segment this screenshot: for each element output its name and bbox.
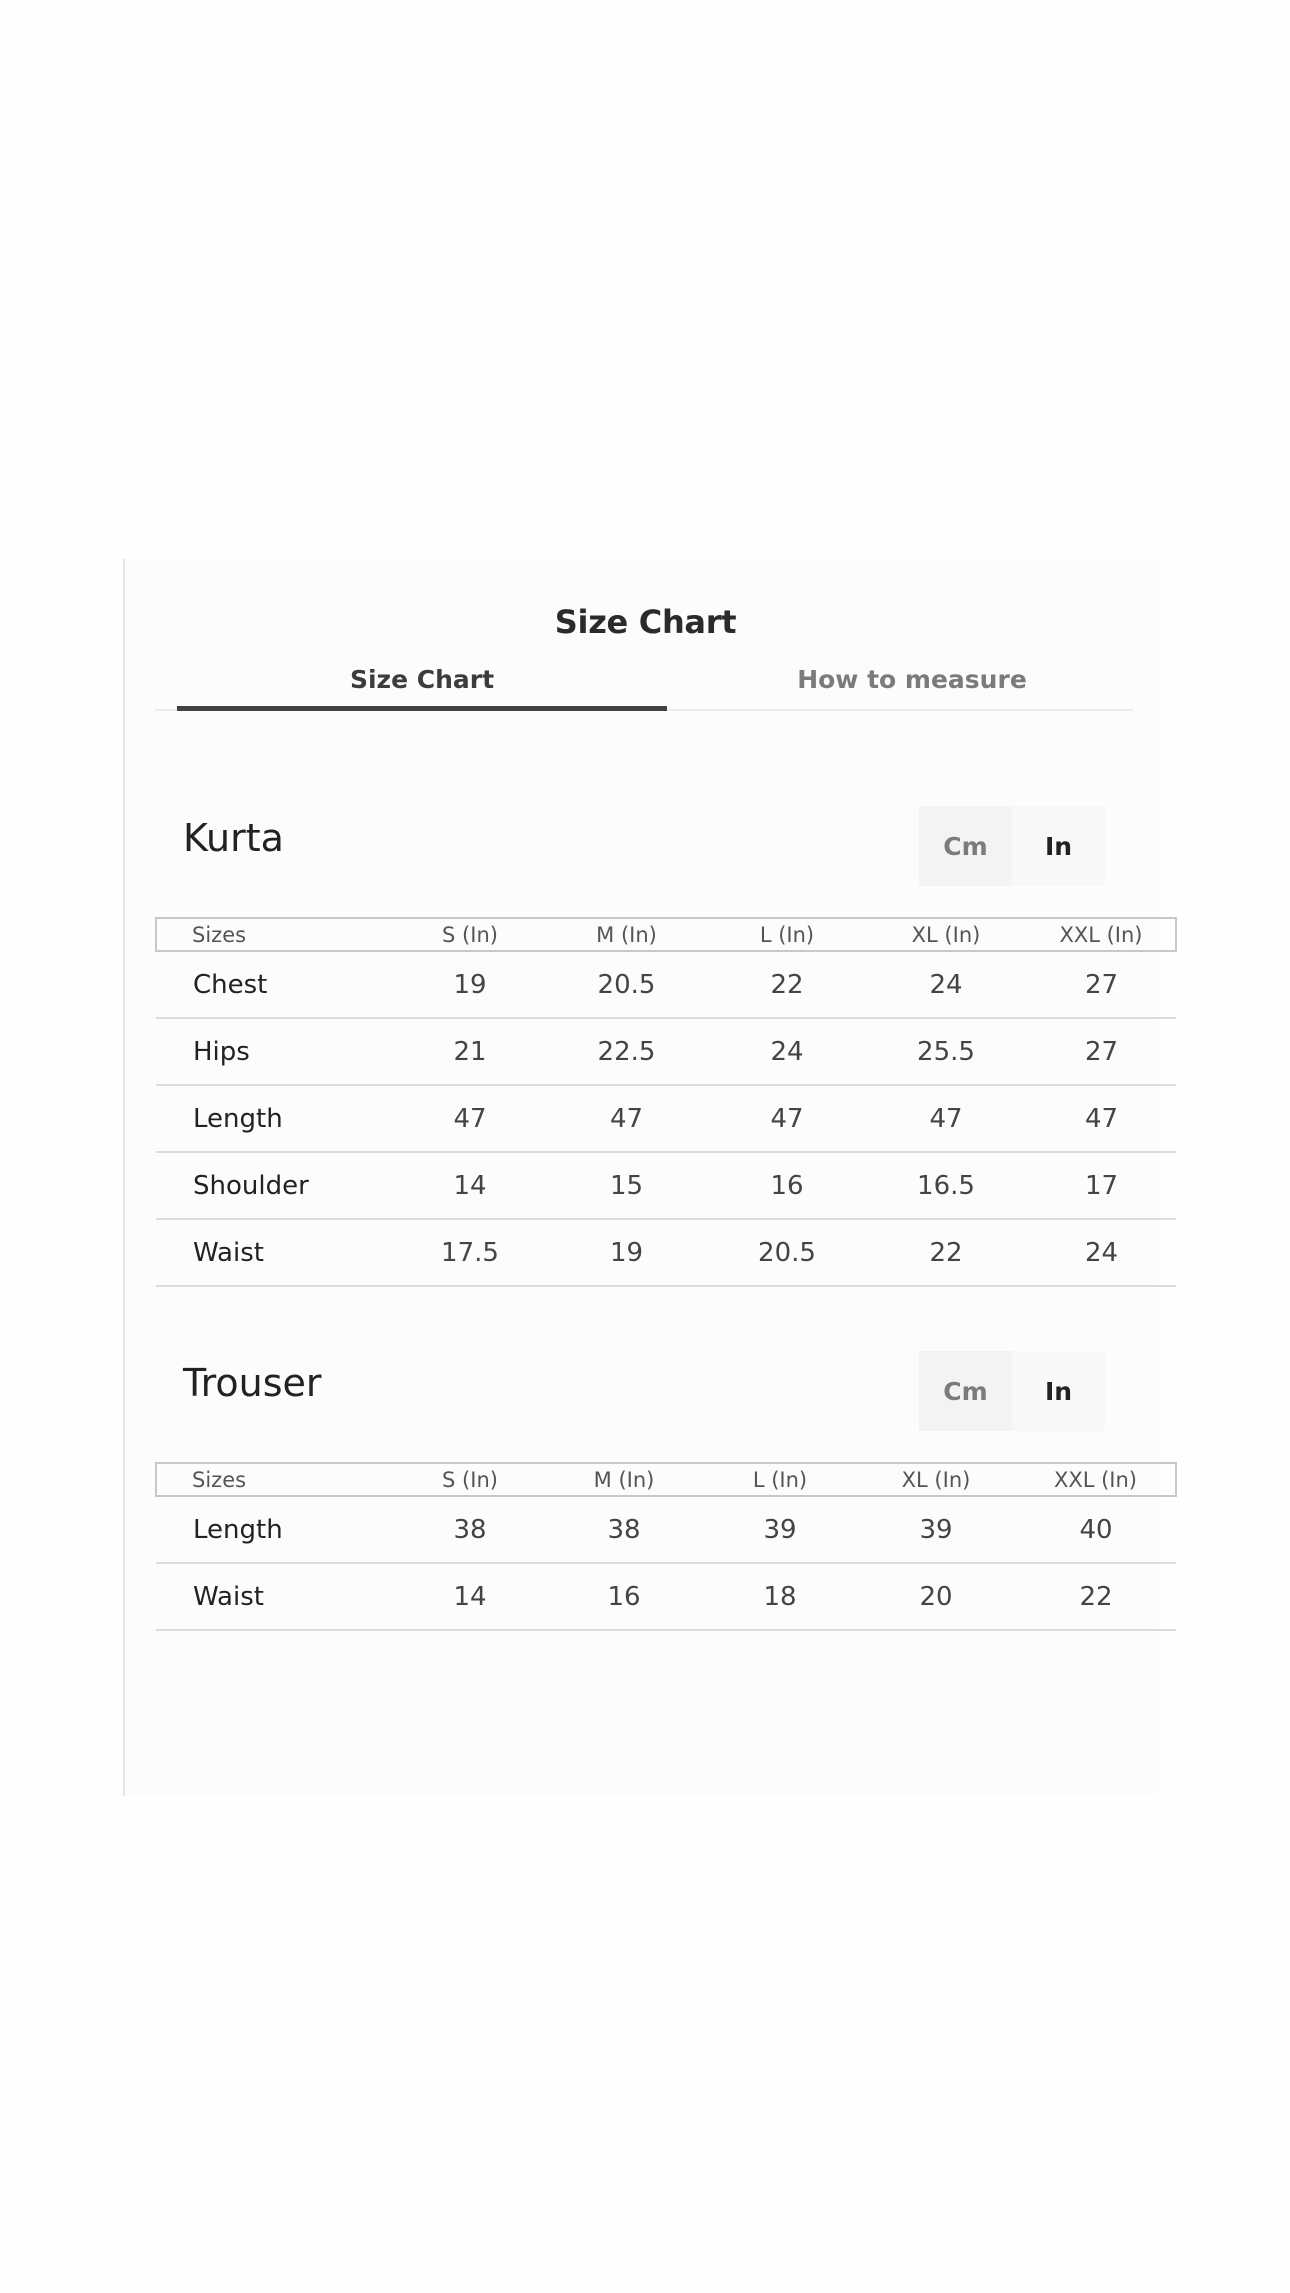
row-label: Waist <box>156 1219 396 1286</box>
column-header: M (In) <box>544 918 709 951</box>
table-cell: 17.5 <box>396 1219 544 1286</box>
table-cell: 20.5 <box>709 1219 865 1286</box>
trouser-unit-toggle <box>919 1351 1105 1431</box>
row-label: Length <box>156 1085 396 1152</box>
table-cell: 19 <box>544 1219 709 1286</box>
table-header-row <box>156 918 1176 951</box>
table-cell: 47 <box>865 1085 1027 1152</box>
table-row <box>156 1496 1176 1563</box>
column-header: Sizes <box>156 1463 396 1496</box>
table-cell: 20 <box>856 1563 1016 1630</box>
column-header: Sizes <box>156 918 396 951</box>
table-cell: 39 <box>856 1496 1016 1563</box>
row-label: Waist <box>156 1563 396 1630</box>
column-header: L (In) <box>704 1463 856 1496</box>
table-cell: 38 <box>396 1496 544 1563</box>
table-row <box>156 1085 1176 1152</box>
table-cell: 21 <box>396 1018 544 1085</box>
column-header: XXL (In) <box>1027 918 1176 951</box>
column-header: S (In) <box>396 918 544 951</box>
table-cell: 38 <box>544 1496 704 1563</box>
tab-size-chart[interactable]: Size Chart <box>349 665 495 694</box>
panel-title: Size Chart <box>554 603 737 641</box>
column-header: XXL (In) <box>1016 1463 1176 1496</box>
table-cell: 24 <box>1027 1219 1176 1286</box>
table-cell: 24 <box>865 951 1027 1018</box>
table-cell: 22 <box>709 951 865 1018</box>
table-row <box>156 1152 1176 1219</box>
table-cell: 20.5 <box>544 951 709 1018</box>
column-header: L (In) <box>709 918 865 951</box>
table-cell: 22.5 <box>544 1018 709 1085</box>
table-cell: 22 <box>1016 1563 1176 1630</box>
trouser-size-table <box>155 1462 1177 1631</box>
table-cell: 47 <box>1027 1085 1176 1152</box>
table-cell: 47 <box>396 1085 544 1152</box>
table-cell: 17 <box>1027 1152 1176 1219</box>
table-cell: 19 <box>396 951 544 1018</box>
kurta-size-table <box>155 917 1177 1287</box>
kurta-unit-in-button[interactable]: In <box>1012 806 1105 886</box>
row-label: Shoulder <box>156 1152 396 1219</box>
row-label: Hips <box>156 1018 396 1085</box>
kurta-unit-toggle <box>919 806 1105 886</box>
column-header: M (In) <box>544 1463 704 1496</box>
table-cell: 27 <box>1027 951 1176 1018</box>
trouser-unit-in-button[interactable]: In <box>1012 1351 1105 1431</box>
table-cell: 22 <box>865 1219 1027 1286</box>
table-cell: 15 <box>544 1152 709 1219</box>
kurta-title: Kurta <box>183 816 284 860</box>
table-row <box>156 1219 1176 1286</box>
column-header: S (In) <box>396 1463 544 1496</box>
trouser-title: Trouser <box>183 1361 322 1405</box>
table-cell: 47 <box>544 1085 709 1152</box>
table-cell: 16 <box>544 1563 704 1630</box>
table-cell: 47 <box>709 1085 865 1152</box>
table-cell: 24 <box>709 1018 865 1085</box>
column-header: XL (In) <box>865 918 1027 951</box>
trouser-unit-cm-button[interactable]: Cm <box>919 1351 1012 1431</box>
table-cell: 16 <box>709 1152 865 1219</box>
table-header-row <box>156 1463 1176 1496</box>
kurta-unit-cm-button[interactable]: Cm <box>919 806 1012 886</box>
active-tab-indicator <box>177 706 667 711</box>
row-label: Chest <box>156 951 396 1018</box>
table-cell: 16.5 <box>865 1152 1027 1219</box>
table-cell: 40 <box>1016 1496 1176 1563</box>
table-cell: 14 <box>396 1152 544 1219</box>
size-chart-panel <box>123 559 1158 1796</box>
table-cell: 25.5 <box>865 1018 1027 1085</box>
column-header: XL (In) <box>856 1463 1016 1496</box>
table-row <box>156 1018 1176 1085</box>
table-row <box>156 1563 1176 1630</box>
row-label: Length <box>156 1496 396 1563</box>
table-cell: 39 <box>704 1496 856 1563</box>
table-cell: 27 <box>1027 1018 1176 1085</box>
table-cell: 18 <box>704 1563 856 1630</box>
table-row <box>156 951 1176 1018</box>
table-cell: 14 <box>396 1563 544 1630</box>
tab-bar <box>155 665 1133 711</box>
tab-how-to-measure[interactable]: How to measure <box>797 665 1027 694</box>
